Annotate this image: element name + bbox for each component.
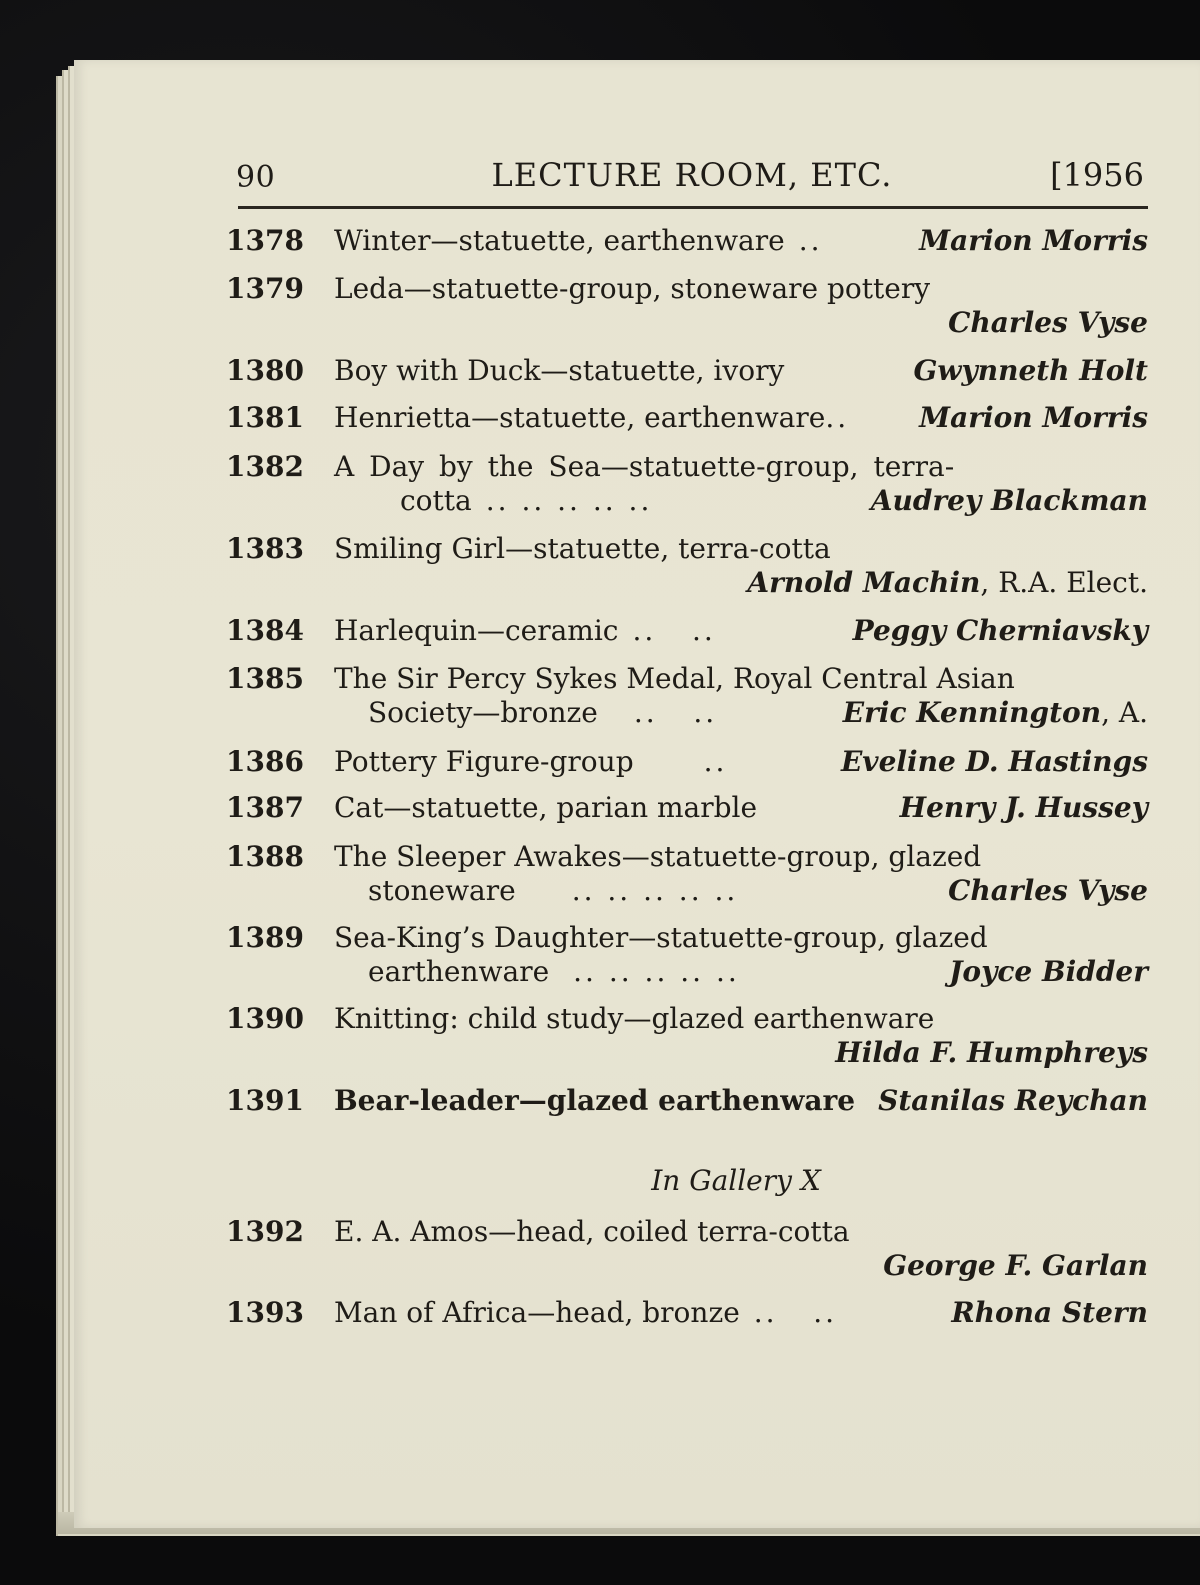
entry-title: The Sir Percy Sykes Medal, Royal Central Asian xyxy=(334,662,1015,695)
entry-title: Man of Africa—head, bronze xyxy=(334,1296,740,1329)
entry-number: 1389 xyxy=(226,921,304,954)
entry-title: E. A. Amos—head, coiled terra-cotta xyxy=(334,1215,850,1248)
artist-suffix: , A. xyxy=(1101,696,1148,729)
page-number: 90 xyxy=(236,160,276,195)
entry-number: 1391 xyxy=(226,1084,304,1117)
entry-title: A Day by the Sea—statuette-group, terra- xyxy=(334,450,955,483)
entry-number: 1386 xyxy=(226,745,304,778)
entry-title-continued: cotta xyxy=(400,484,472,517)
artist-name: Charles Vyse xyxy=(948,874,1148,907)
entry-number: 1385 xyxy=(226,662,304,695)
leader-dots: .. xyxy=(798,224,823,257)
artist-name: Charles Vyse xyxy=(948,306,1148,339)
entry-title-continued: Society—bronze xyxy=(368,696,598,729)
entry-title: Leda—statuette-group, stoneware pottery xyxy=(334,272,931,305)
leader-dots: .. .. .. .. .. xyxy=(485,484,653,517)
entry-number: 1387 xyxy=(226,791,304,824)
entry-number: 1382 xyxy=(226,450,304,483)
entry-title: Bear-leader—glazed earthenware xyxy=(334,1084,856,1117)
section-heading: In Gallery X xyxy=(651,1164,821,1197)
leader-dots: .. .. xyxy=(632,614,716,647)
entry-title: Knitting: child study—glazed earthenware xyxy=(334,1002,935,1035)
entry-title: Pottery Figure-group xyxy=(334,745,634,778)
running-head xyxy=(236,152,1148,196)
leader-dots: .. .. xyxy=(633,696,718,729)
artist-name: Hilda F. Humphreys xyxy=(835,1036,1148,1069)
artist-name: Stanilas Reychan xyxy=(878,1084,1148,1117)
artist-name: George F. Garlan xyxy=(883,1249,1148,1282)
leader-dots: .. .. .. .. .. xyxy=(573,955,740,988)
page-title: LECTURE ROOM, ETC. xyxy=(491,156,893,194)
artist-name: Eveline D. Hastings xyxy=(840,745,1148,778)
artist-name: Joyce Bidder xyxy=(949,955,1148,988)
entry-number: 1388 xyxy=(226,840,304,873)
entry-number: 1392 xyxy=(226,1215,304,1248)
entry-number: 1390 xyxy=(226,1002,304,1035)
leader-dots: .. xyxy=(825,401,850,434)
artist-name: Rhona Stern xyxy=(951,1296,1148,1329)
artist-suffix: , R.A. Elect. xyxy=(980,566,1148,599)
artist-name: Audrey Blackman xyxy=(870,484,1148,517)
entry-title: Smiling Girl—statuette, terra-cotta xyxy=(334,532,831,565)
artist-name: Henry J. Hussey xyxy=(899,791,1148,824)
entry-number: 1378 xyxy=(226,224,304,257)
entry-number: 1381 xyxy=(226,401,304,434)
entry-number: 1383 xyxy=(226,532,304,565)
artist-name: Gwynneth Holt xyxy=(913,354,1148,387)
entry-title: Boy with Duck—statuette, ivory xyxy=(334,354,785,387)
header-rule xyxy=(238,206,1148,209)
entry-number: 1393 xyxy=(226,1296,304,1329)
entry-title: Harlequin—ceramic xyxy=(334,614,619,647)
leader-dots: .. xyxy=(703,745,728,778)
catalogue-year: [1956 xyxy=(1050,156,1144,194)
entry-title-continued: earthenware xyxy=(368,955,550,988)
artist-name: Arnold Machin, R.A. Elect. xyxy=(747,566,1148,599)
leader-dots: .. .. xyxy=(753,1296,838,1329)
artist-name: Eric Kennington, A. xyxy=(842,696,1148,729)
entry-title: The Sleeper Awakes—statuette-group, glazed xyxy=(334,840,982,873)
entry-number: 1379 xyxy=(226,272,304,305)
entry-number: 1384 xyxy=(226,614,304,647)
artist-name: Peggy Cherniavsky xyxy=(852,614,1148,647)
entry-title: Sea-King’s Daughter—statuette-group, glazed xyxy=(334,921,988,954)
leader-dots: .. .. .. .. .. xyxy=(571,874,739,907)
entry-title: Henrietta—statuette, earthenware xyxy=(334,401,826,434)
artist-name: Marion Morris xyxy=(919,401,1148,434)
entry-title-continued: stoneware xyxy=(368,874,516,907)
entry-title: Cat—statuette, parian marble xyxy=(334,791,758,824)
entry-title: Winter—statuette, earthenware xyxy=(334,224,785,257)
entry-number: 1380 xyxy=(226,354,304,387)
artist-name: Marion Morris xyxy=(919,224,1148,257)
